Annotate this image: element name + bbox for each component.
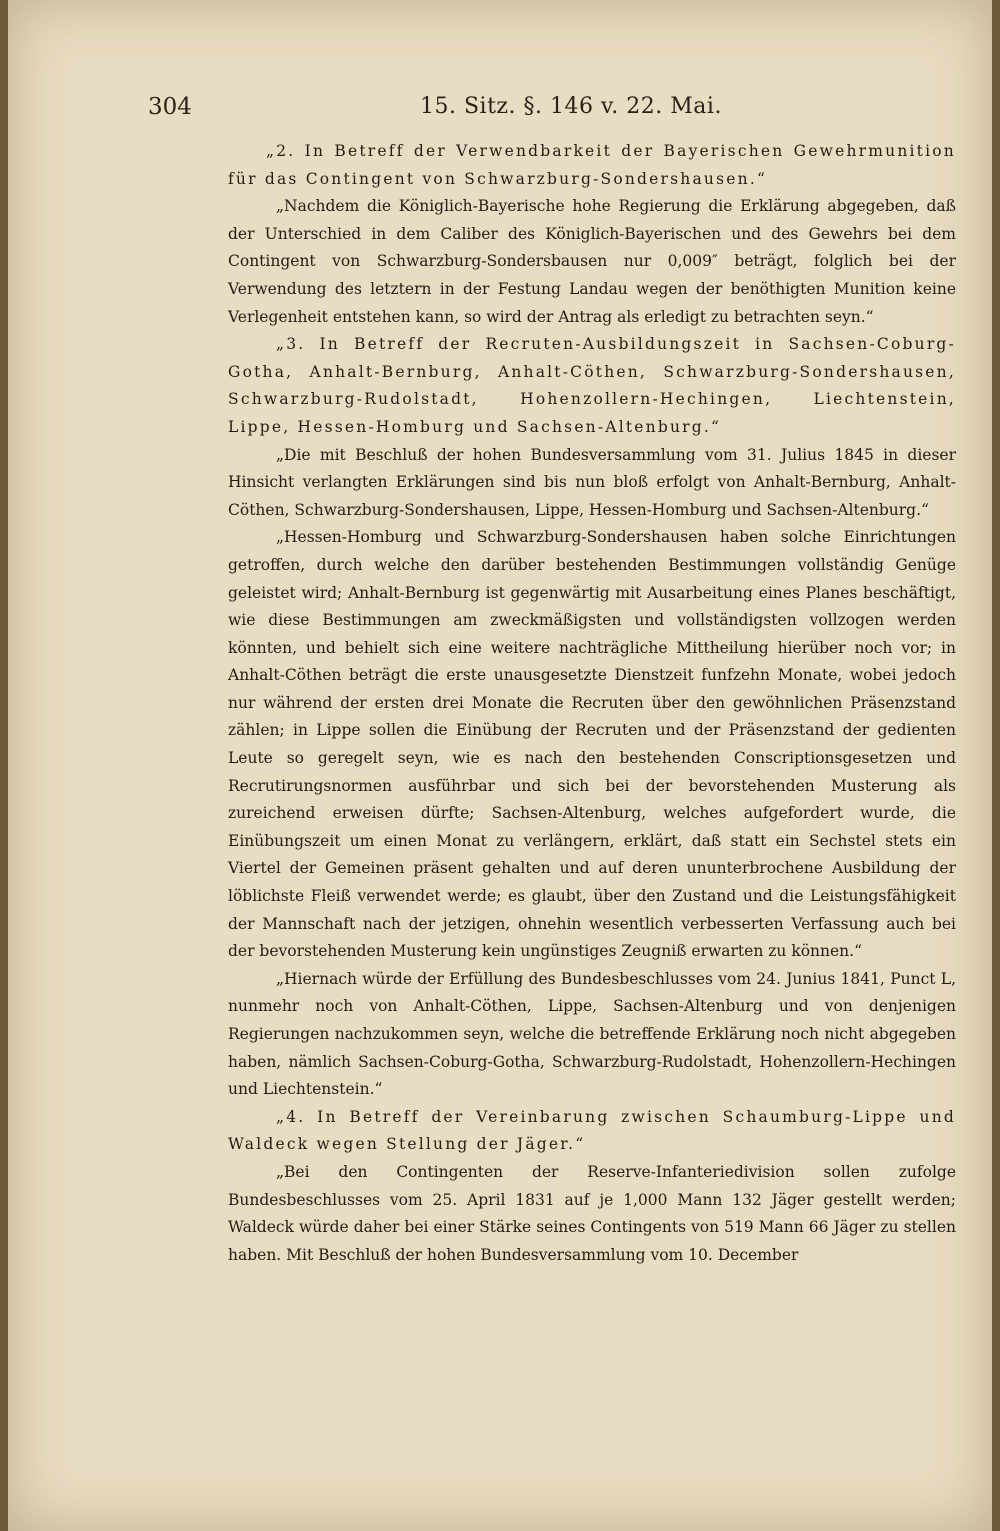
page-number: 304 — [148, 94, 192, 120]
section-heading-3: „3. In Betreff der Recruten-Ausbildungszeit in Sachsen-Coburg-Gotha, Anhalt-Bernburg, Anhalt-Cöthen, Schwarzburg-Sondershausen, Schwarzburg-Rudolstadt, Hohenzollern-Hechingen, Liechtenstein, Lippe, Hessen-Homburg und Sachsen-Altenburg.“ — [228, 335, 956, 436]
paragraph-fulfilment: „Hiernach würde der Erfüllung des Bundesbeschlusses vom 24. Junius 1841, Punct L, nunmehr noch von Anhalt-Cöthen, Lippe, Sachsen-Altenburg und von denjenigen Regierungen nachzukommen seyn, welche die betreffende Erklärung noch nicht abgegeben haben, nämlich Sachsen-Coburg-Gotha, Schwarzburg-Rudolstadt, Hohenzollern-Hechingen und Liechtenstein.“ — [228, 969, 956, 1099]
page-header — [8, 94, 992, 124]
paragraph-measures: „Hessen-Homburg und Schwarzburg-Sondershausen haben solche Einrichtungen getroffen, durch welche den darüber bestehenden Bestimmungen vollständig Genüge geleistet wird; Anhalt-Bernburg ist gegenwärtig mit Ausarbeitung eines Planes beschäftigt, wie diese Bestimmungen am zweckmäßigsten und vollständigsten vollzogen werden könnten, und behielt sich eine weitere nachträgliche Mittheilung hierüber noch vor; in Anhalt-Cöthen beträgt die erste unausgesetzte Dienstzeit funfzehn Monate, wobei jedoch nur während der ersten drei Monate die Recruten über den gewöhnlichen Präsenzstand zählen; in Lippe sollen die Einübung der Recruten und der Präsenzstand der gedienten Leute so geregelt seyn, wie es nach den bestehenden Conscriptionsgesetzen und Recrutirungsnormen ausführbar und sich bei der bevorstehenden Musterung als zureichend erweisen dürfte; Sachsen-Altenburg, welches aufgefordert wurde, die Einübungszeit um einen Monat zu verlängern, erklärt, daß statt ein Sechstel stets ein Viertel der Gemeinen präsent gehalten und auf deren ununterbrochene Ausbildung der löblichste Fleiß verwendet werde; es glaubt, über den Zustand und die Leistungsfähigkeit der Mannschaft nach der jetzigen, ohnehin wesentlich verbesserten Verfassung auch bei der bevorstehenden Musterung kein ungünstiges Zeugniß erwarten zu können.“ — [228, 528, 956, 961]
running-head: 15. Sitz. §. 146 v. 22. Mai. — [420, 94, 722, 119]
section-heading-4: „4. In Betreff der Vereinbarung zwischen Schaumburg-Lippe und Waldeck wegen Stellung der Jäger.“ — [228, 1107, 956, 1154]
section-heading-2: „2. In Betreff der Verwendbarkeit der Bayerischen Gewehrmunition für das Contingent von Schwarzburg-Sondershausen.“ — [228, 142, 956, 188]
paragraph-declarations: „Die mit Beschluß der hohen Bundesversammlung vom 31. Julius 1845 in dieser Hinsicht verlangten Erklärungen sind bis nun bloß erfolgt von Anhalt-Bernburg, Anhalt-Cöthen, Schwarzburg-Sondershausen, Lippe, Hessen-Homburg und Sachsen-Altenburg.“ — [228, 445, 956, 519]
document-page — [8, 0, 992, 1531]
body-text — [228, 138, 956, 1269]
paragraph-caliber: „Nachdem die Königlich-Bayerische hohe Regierung die Erklärung abgegeben, daß der Unterschied in dem Caliber des Königlich-Bayerischen und des Gewehrs bei dem Contingent von Schwarzburg-Sondersbausen nur 0,009″ beträgt, folglich bei der Verwendung des letztern in der Festung Landau wegen der benöthigten Munition keine Verlegenheit entstehen kann, so wird der Antrag als erledigt zu betrachten seyn.“ — [228, 197, 956, 326]
paragraph-jaeger: „Bei den Contingenten der Reserve-Infanteriedivision sollen zufolge Bundesbeschlusses vom 25. April 1831 auf je 1,000 Mann 132 Jäger gestellt werden; Waldeck würde daher bei einer Stärke seines Contingents von 519 Mann 66 Jäger zu stellen haben. Mit Beschluß der hohen Bundesversammlung vom 10. December — [228, 1162, 956, 1264]
